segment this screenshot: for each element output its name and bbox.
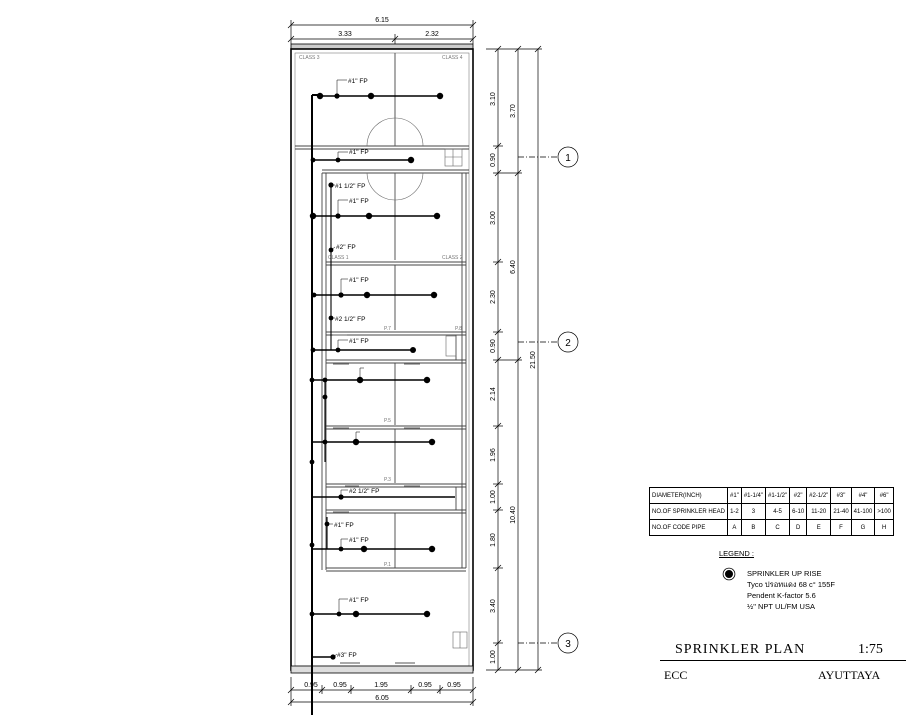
dim-right-total: 21.50 — [530, 351, 537, 369]
dim-right-inner: 1.80 — [490, 533, 497, 547]
pipe-label: #2 1/2" FP — [335, 316, 366, 323]
drawing-scale: 1:75 — [858, 642, 883, 657]
table-cell: #2-1/2" — [807, 488, 831, 504]
table-cell: D — [790, 520, 807, 536]
dim-right-inner: 0.90 — [490, 339, 497, 353]
room-label-class4: CLASS 4 — [442, 55, 463, 61]
grid-marker-2: 2 — [565, 338, 571, 349]
pipe-label: #1" FP — [349, 277, 369, 284]
title-divider — [660, 660, 906, 661]
table-cell: A — [728, 520, 742, 536]
pipe-label-leaders — [327, 80, 364, 657]
sprinkler-branch-lines — [312, 96, 455, 657]
dim-overall-width: 6.15 — [375, 17, 389, 24]
interior-partitions — [295, 53, 469, 571]
dim-right-mid: 3.70 — [510, 104, 517, 118]
dim-top-left: 3.33 — [338, 31, 352, 38]
building-walls — [291, 44, 473, 673]
legend-line: Tyco ปรอทแดง 68 c° 155F — [747, 580, 835, 589]
table-cell: E — [807, 520, 831, 536]
room-label-p8: P.8 — [455, 326, 462, 332]
room-label-class1: CLASS 1 — [328, 255, 349, 261]
table-cell: NO.OF CODE PIPE — [650, 520, 728, 536]
table-row — [650, 504, 894, 520]
table-cell: 21-40 — [831, 504, 851, 520]
legend-line: SPRINKLER UP RISE — [747, 569, 822, 578]
legend-description — [747, 568, 835, 612]
dim-right-inner: 2.14 — [490, 387, 497, 401]
table-cell: #6" — [875, 488, 894, 504]
dim-top-right: 2.32 — [425, 31, 439, 38]
dim-right-inner: 3.40 — [490, 599, 497, 613]
room-label-p7: P.7 — [384, 326, 391, 332]
pipe-label: #1" FP — [334, 522, 354, 529]
dim-bottom-total: 6.05 — [375, 695, 389, 702]
dim-right-mid: 10.40 — [510, 506, 517, 524]
table-cell: 1-2 — [728, 504, 742, 520]
dim-right-inner: 3.10 — [490, 92, 497, 106]
table-cell: 3 — [741, 504, 765, 520]
sprinkler-heads — [310, 93, 444, 660]
right-dimension-texts — [490, 92, 537, 664]
room-label-class3: CLASS 3 — [299, 55, 320, 61]
dim-right-inner: 3.00 — [490, 211, 497, 225]
dim-right-mid: 6.40 — [510, 260, 517, 274]
table-row — [650, 520, 894, 536]
room-label-p3: P.3 — [384, 477, 391, 483]
dim-bottom-segment: 0.95 — [447, 682, 461, 689]
dim-bottom-segment: 1.95 — [374, 682, 388, 689]
room-label-p1: P.1 — [384, 562, 391, 568]
pipe-label: #1" FP — [349, 537, 369, 544]
grid-markers — [518, 147, 578, 653]
dim-right-inner: 1.96 — [490, 448, 497, 462]
table-cell: #1" — [728, 488, 742, 504]
pipe-label: #1" FP — [349, 149, 369, 156]
pipe-label: #2" FP — [336, 244, 356, 251]
table-header-row — [650, 488, 894, 504]
table-cell: 11-20 — [807, 504, 831, 520]
pipe-label: #1 1/2" FP — [335, 183, 366, 190]
table-cell: B — [741, 520, 765, 536]
table-cell: #1-1/4" — [741, 488, 765, 504]
pipe-label: #1" FP — [348, 78, 368, 85]
table-cell: H — [875, 520, 894, 536]
pipe-label: #1" FP — [349, 338, 369, 345]
table-cell: 6-10 — [790, 504, 807, 520]
door-swings — [367, 118, 467, 648]
dim-bottom-segment: 0.95 — [418, 682, 432, 689]
pipe-size-table — [649, 487, 894, 536]
legend-line: ½" NPT UL/FM USA — [747, 602, 815, 611]
room-label-p5: P.5 — [384, 418, 391, 424]
dim-right-inner: 0.90 — [490, 153, 497, 167]
pipe-label: #1" FP — [349, 198, 369, 205]
legend-title: LEGEND : — [719, 549, 755, 558]
table-cell: 41-100 — [851, 504, 875, 520]
pipe-label: #1" FP — [349, 597, 369, 604]
table-cell: >100 — [875, 504, 894, 520]
table-cell: 4-5 — [765, 504, 789, 520]
table-cell: #1-1/2" — [765, 488, 789, 504]
table-cell: DIAMETER(INCH) — [650, 488, 728, 504]
table-cell: C — [765, 520, 789, 536]
pipe-label: #3" FP — [337, 652, 357, 659]
sprinkler-main-riser — [312, 95, 318, 715]
drawing-title: SPRINKLER PLAN — [675, 642, 806, 657]
dim-right-inner: 2.30 — [490, 290, 497, 304]
table-cell: #2" — [790, 488, 807, 504]
dim-right-inner: 1.00 — [490, 490, 497, 504]
dim-bottom-segment: 0.95 — [304, 682, 318, 689]
pipe-label: #2 1/2" FP — [349, 488, 380, 495]
room-label-class2: CLASS 2 — [442, 255, 463, 261]
project-location: AYUTTAYA — [818, 668, 881, 682]
table-cell: G — [851, 520, 875, 536]
dim-bottom-segment: 0.95 — [333, 682, 347, 689]
table-cell: #4" — [851, 488, 875, 504]
company-name: ECC — [664, 668, 688, 682]
table-cell: #3" — [831, 488, 851, 504]
sprinkler-head-icon — [725, 570, 733, 578]
table-cell: F — [831, 520, 851, 536]
legend-line: Pendent K-factor 5.6 — [747, 591, 816, 600]
grid-marker-3: 3 — [565, 639, 571, 650]
grid-marker-1: 1 — [565, 153, 571, 164]
dim-right-inner: 1.00 — [490, 650, 497, 664]
table-cell: NO.OF SPRINKLER HEAD — [650, 504, 728, 520]
